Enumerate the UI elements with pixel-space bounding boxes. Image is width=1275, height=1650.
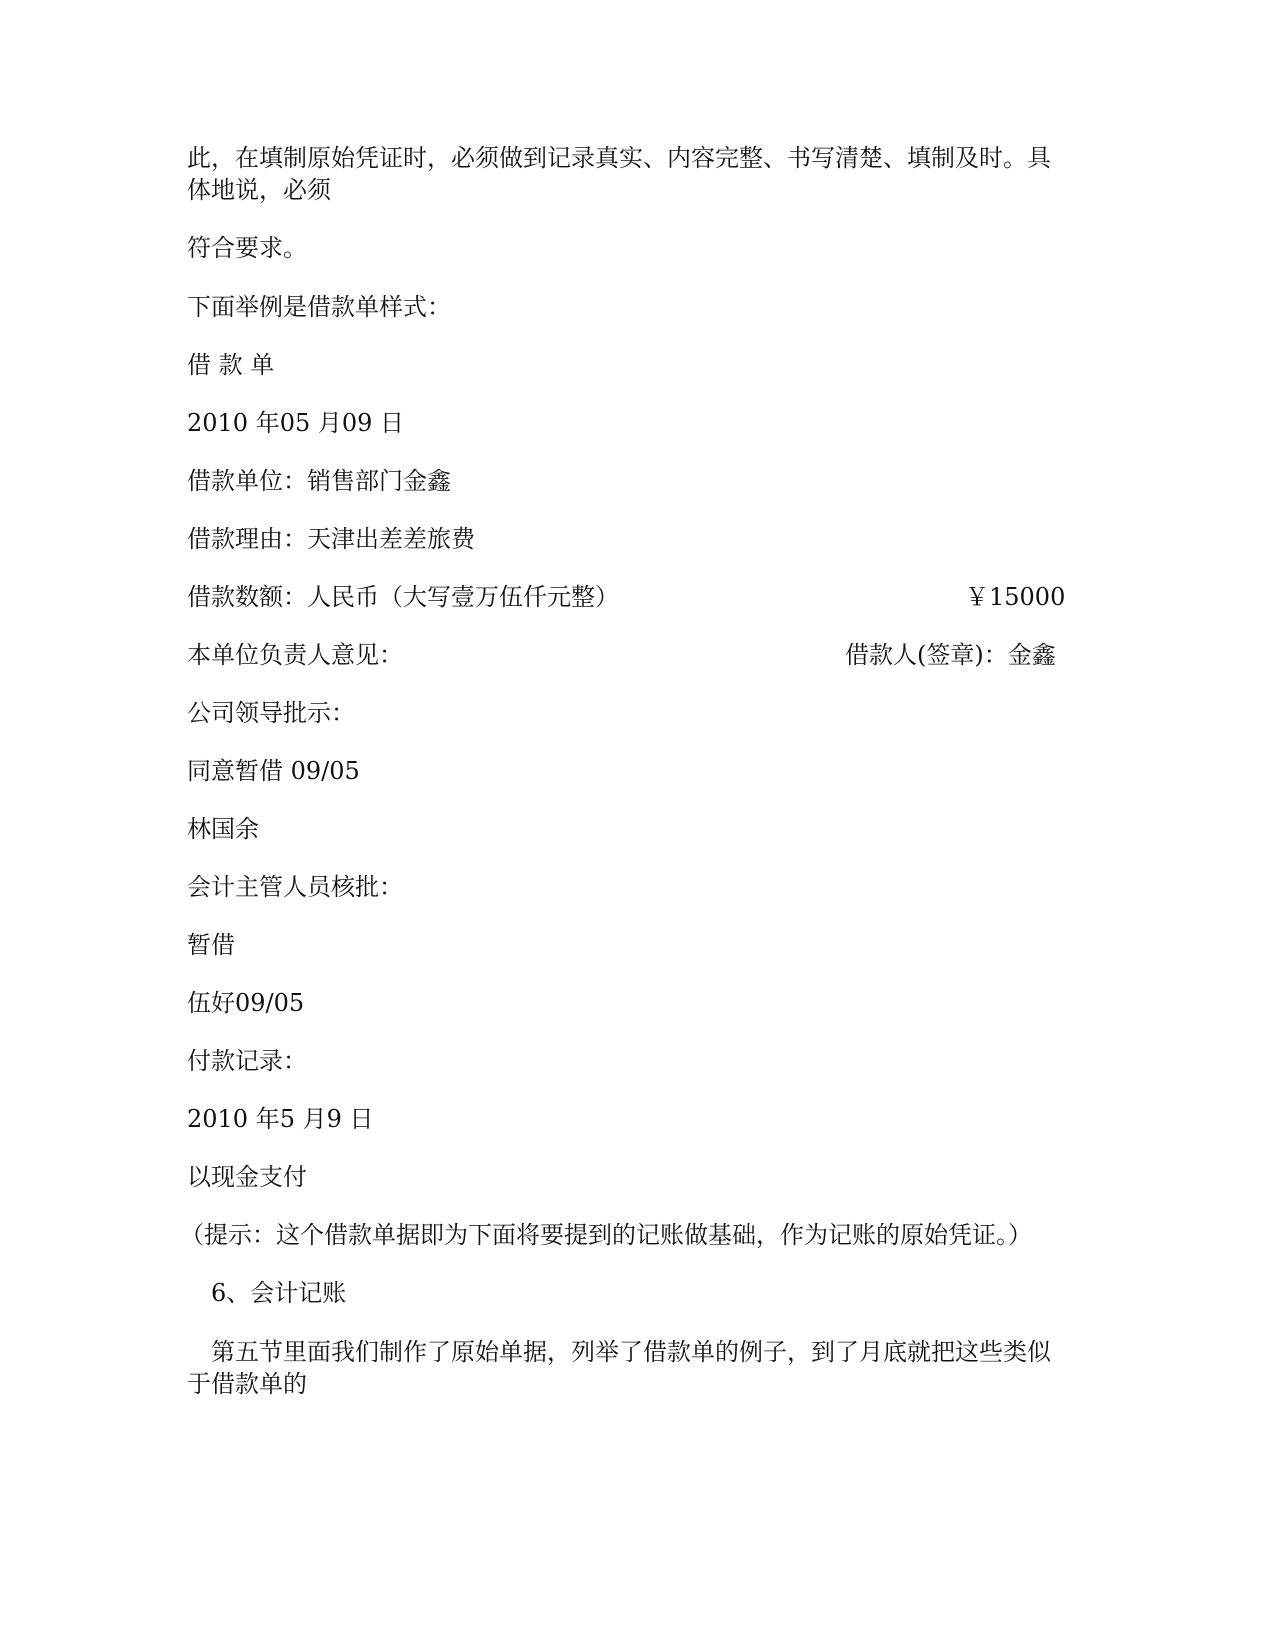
paragraph: 下面举例是借款单样式： <box>187 293 451 321</box>
paragraph-line: 第五节里面我们制作了原始单据，列举了借款单的例子，到了月底就把这些类似 <box>211 1338 1051 1366</box>
form-dept-head-label: 本单位负责人意见： <box>187 641 403 669</box>
form-accounting-label: 会计主管人员核批： <box>187 873 403 901</box>
form-title: 借 款 单 <box>187 351 275 379</box>
form-borrower-signature: 借款人(签章)：金鑫 <box>845 641 1056 669</box>
form-borrowing-unit: 借款单位：销售部门金鑫 <box>187 467 451 495</box>
form-leader-label: 公司领导批示： <box>187 699 355 727</box>
form-amount-value: ￥15000 <box>965 583 1066 611</box>
paragraph-line: 于借款单的 <box>187 1370 307 1398</box>
paragraph-line: 此，在填制原始凭证时，必须做到记录真实、内容完整、书写清楚、填制及时。具 <box>187 144 1051 172</box>
paragraph: 符合要求。 <box>187 234 307 262</box>
form-accounting-name: 伍好09/05 <box>187 989 305 1017</box>
form-accounting-note: 暂借 <box>187 931 235 959</box>
paragraph-line: 体地说，必须 <box>187 176 331 204</box>
form-leader-name: 林国余 <box>187 815 259 843</box>
section-heading: 6、会计记账 <box>211 1279 347 1307</box>
hint-note: （提示：这个借款单据即为下面将要提到的记账做基础，作为记账的原始凭证。） <box>180 1221 1032 1249</box>
form-payment-label: 付款记录： <box>187 1047 307 1075</box>
form-payment-method: 以现金支付 <box>187 1163 307 1191</box>
form-date: 2010 年05 月09 日 <box>187 409 405 437</box>
form-leader-note: 同意暂借 09/05 <box>187 757 360 785</box>
form-payment-date: 2010 年5 月9 日 <box>187 1105 374 1133</box>
form-borrowing-reason: 借款理由：天津出差差旅费 <box>187 525 475 553</box>
form-amount-label: 借款数额：人民币（大写壹万伍仟元整） <box>187 583 619 611</box>
